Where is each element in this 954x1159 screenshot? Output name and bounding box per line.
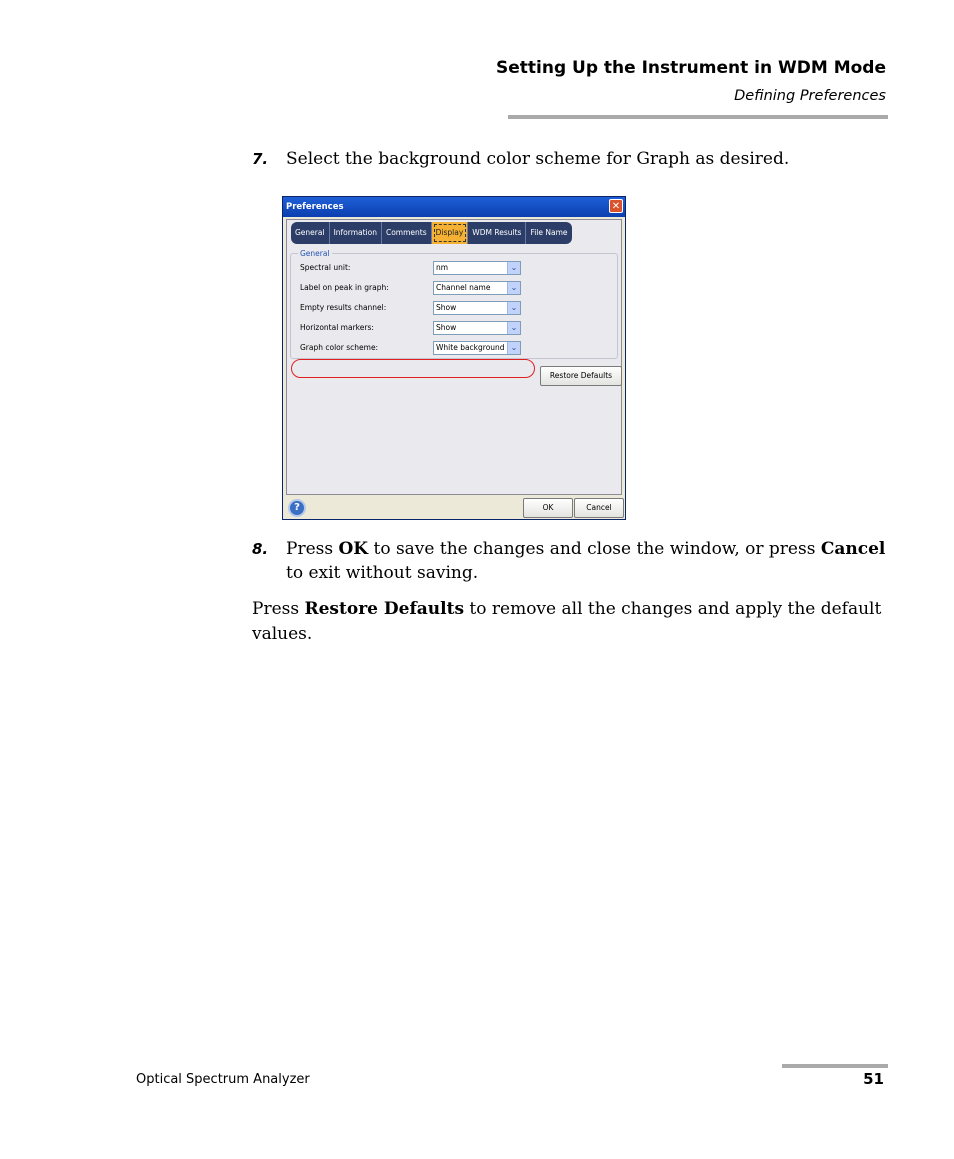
chevron-down-icon[interactable]: ⌄ — [507, 342, 520, 354]
general-group — [290, 249, 618, 359]
select-value: White background — [436, 343, 505, 352]
group-label: General — [300, 249, 330, 258]
row-label-spectral-unit: Spectral unit: — [300, 263, 351, 272]
header-subtitle: Defining Preferences — [734, 88, 886, 104]
select-value: Show — [436, 303, 457, 312]
chevron-down-icon[interactable]: ⌄ — [507, 302, 520, 314]
select-value: Show — [436, 323, 457, 332]
row-label-label-on-peak: Label on peak in graph: — [300, 283, 389, 292]
chevron-down-icon[interactable]: ⌄ — [507, 282, 520, 294]
tab-information[interactable]: Information — [330, 222, 382, 244]
help-icon[interactable]: ? — [288, 499, 306, 517]
chevron-down-icon[interactable]: ⌄ — [507, 322, 520, 334]
step-number: 8. — [252, 540, 269, 558]
footer-document-title: Optical Spectrum Analyzer — [136, 1072, 310, 1087]
header-rule — [508, 115, 888, 119]
tab-file-name[interactable]: File Name — [530, 228, 568, 237]
ok-button[interactable]: OK — [523, 498, 573, 518]
highlight-ellipse — [291, 359, 535, 378]
tab-display[interactable]: Display — [432, 222, 469, 244]
close-icon[interactable]: ✕ — [609, 199, 623, 213]
preferences-dialog — [282, 196, 626, 520]
row-label-empty-results: Empty results channel: — [300, 303, 387, 312]
tab-general[interactable]: General — [291, 222, 330, 244]
dialog-client-area — [286, 219, 622, 495]
horizontal-markers-select[interactable] — [433, 321, 521, 335]
spectral-unit-select[interactable] — [433, 261, 521, 275]
cancel-button[interactable]: Cancel — [574, 498, 624, 518]
step-text: Select the background color scheme for Graph as desired. — [286, 149, 790, 169]
tab-bar — [291, 222, 572, 244]
tab-comments[interactable]: Comments — [382, 222, 432, 244]
page-number: 51 — [863, 1070, 884, 1088]
dialog-title-bar — [283, 197, 625, 217]
graph-color-scheme-select[interactable] — [433, 341, 521, 355]
row-label-horizontal-markers: Horizontal markers: — [300, 323, 374, 332]
select-value: Channel name — [436, 283, 491, 292]
empty-results-select[interactable] — [433, 301, 521, 315]
select-value: nm — [436, 263, 449, 272]
footer-rule — [782, 1064, 888, 1068]
dialog-title: Preferences — [286, 202, 344, 212]
chevron-down-icon[interactable]: ⌄ — [507, 262, 520, 274]
label-on-peak-select[interactable] — [433, 281, 521, 295]
tab-wdm-results[interactable]: WDM Results — [468, 222, 526, 244]
header-title: Setting Up the Instrument in WDM Mode — [495, 58, 886, 78]
row-label-graph-color-scheme: Graph color scheme: — [300, 343, 379, 352]
restore-defaults-button[interactable]: Restore Defaults — [540, 366, 622, 386]
step-number: 7. — [252, 150, 269, 168]
step-text: Press OK to save the changes and close the window, or press Cancel to exit without saving. — [286, 539, 886, 583]
restore-defaults-note: Press Restore Defaults to remove all the changes and apply the default values. — [252, 599, 882, 644]
